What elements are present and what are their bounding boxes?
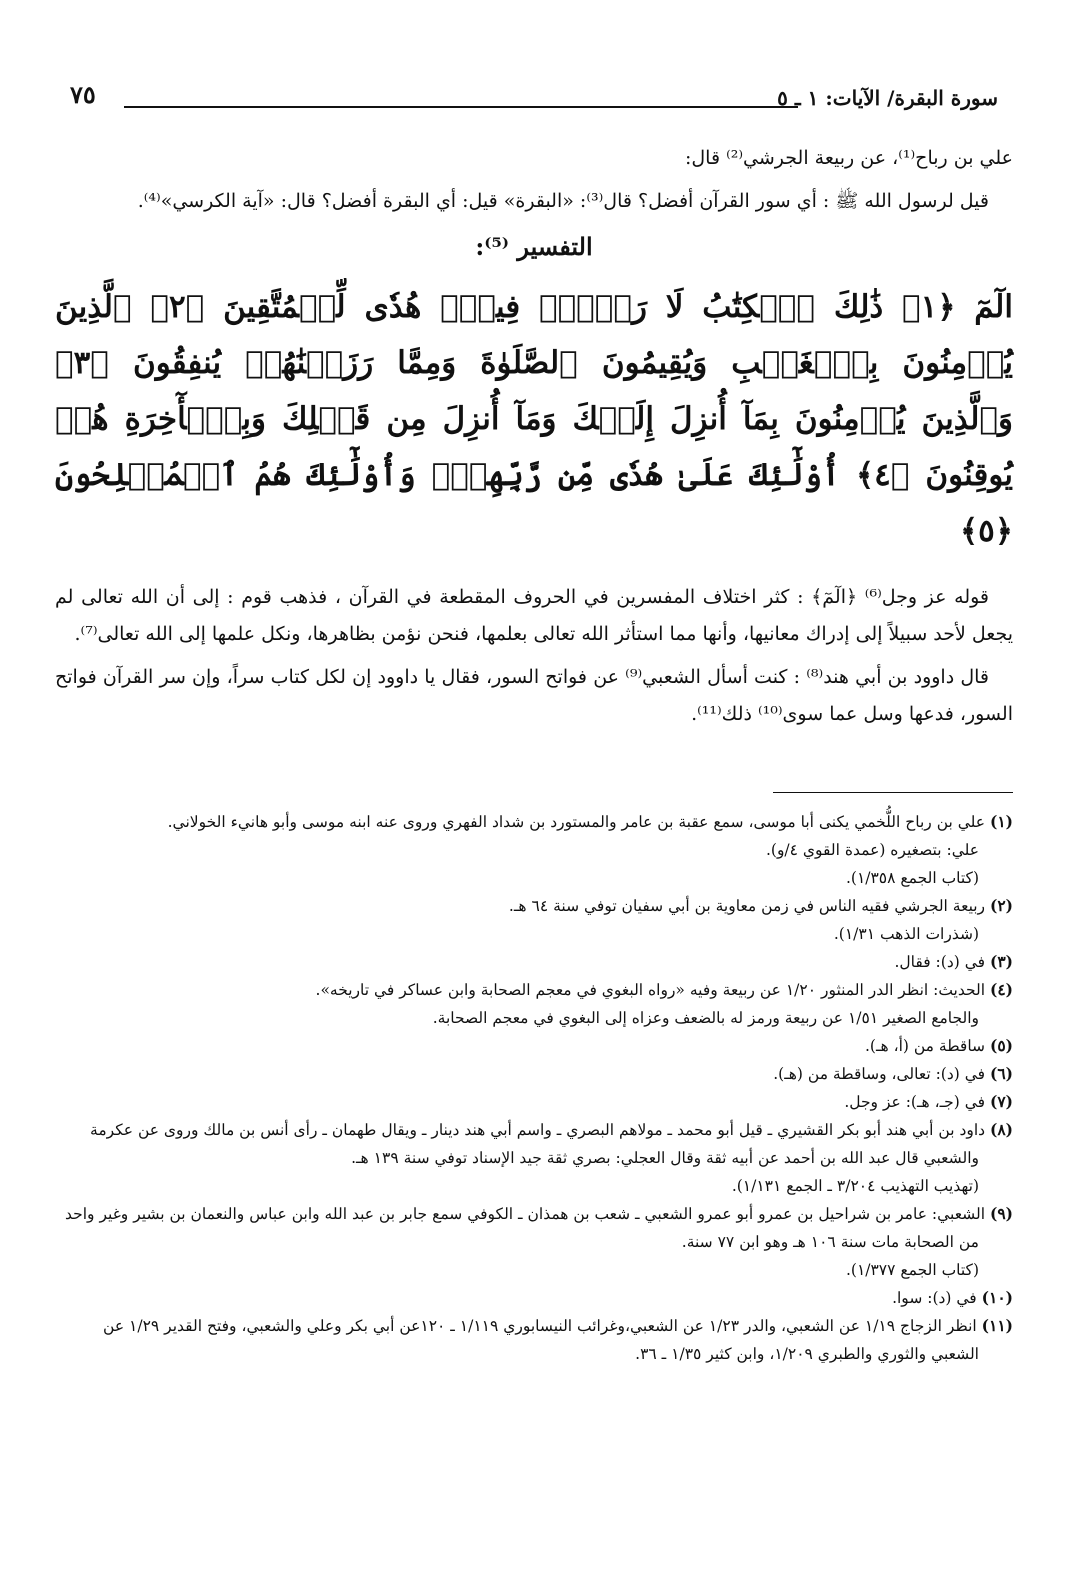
footnote-number: (٧) — [989, 1092, 1013, 1111]
footnote-number: (١٠) — [981, 1288, 1013, 1307]
header-rule — [124, 106, 798, 108]
footnote-5 — [55, 1032, 1013, 1060]
footnote-number: (٢) — [989, 896, 1013, 915]
footnote-7 — [55, 1088, 1013, 1116]
footnote-1-cont: علي: بتصغيره (عمدة القوي ٤/و). — [765, 841, 979, 859]
footnote-9 — [55, 1200, 1013, 1256]
footnote-number: (٤) — [989, 980, 1013, 999]
footnote-number: (٥) — [989, 1036, 1013, 1055]
footnote-text: داود بن أبي هند أبو بكر القشيري ـ قيل أبو محمد ـ مولاهم البصري ـ واسم أبي هند دينار ـ ويقال طهمان ـ رأى أنس بن مالك وروى عن عكرمة والشعبي قال عبد الله بن أحمد عن أبيه ثقة وقال العجلي: بصري ثقة جيد الإسناد توفي سنة ١٣٩ هـ. — [90, 1121, 986, 1167]
footnote-2-source: (شذرات الذهب ١/٣١). — [833, 925, 979, 943]
footnote-4-cont: والجامع الصغير ١/٥١ عن ربيعة ورمز له بالضعف وعزاه إلى البغوي في معجم الصحابة. — [432, 1009, 979, 1027]
running-title: سورة البقرة/ الآيات: ١ ـ ٥ — [771, 86, 998, 110]
footnote-text: في (د): فقال. — [894, 953, 986, 971]
footnote-text: في (د): تعالى، وساقطة من (هـ). — [773, 1065, 986, 1083]
intro-line-1: علي بن رباح⁽¹⁾، عن ربيعة الجرشي⁽²⁾ قال: — [684, 147, 1013, 169]
footnote-text: ربيعة الجرشي فقيه الناس في زمن معاوية بن أبي سفيان توفي سنة ٦٤ هـ. — [508, 897, 986, 915]
footnote-1-source: (كتاب الجمع ١/٣٥٨). — [845, 869, 979, 887]
footnote-3 — [55, 948, 1013, 976]
footnote-text: في (د): سوا. — [892, 1289, 977, 1307]
footnote-number: (٦) — [989, 1064, 1013, 1083]
footnote-text: الحديث: انظر الدر المنثور ١/٢٠ عن ربيعة وفيه «رواه البغوي في معجم الصحابة وابن عساكر في تاريخه». — [315, 981, 986, 999]
footnote-number: (١) — [989, 812, 1013, 831]
intro-line-2: قيل لرسول الله ﷺ : أي سور القرآن أفضل؟ قال⁽³⁾: «البقرة» قيل: أي البقرة أفضل؟ قال: «آية الكرسي»⁽⁴⁾. — [137, 190, 989, 212]
commentary-paragraph-1: قوله عز وجل⁽⁶⁾ ﴿الٓمٓ﴾ : كثر اختلاف المفسرين في الحروف المقطعة في القرآن ، فذهب قوم : إلى أن الله تعالى لم يجعل لأحد سبيلاً إلى إدراك معانيها، وأنها مما استأثر الله تعالى بعلمها، فنحن نؤمن بظاهرها، ونكل علمها إلى الله تعالى⁽⁷⁾. — [55, 586, 1013, 645]
quran-verses: الٓمٓ ﴿١﴾ ذَٰلِكَ ٱلۡكِتَٰبُ لَا رَيۡبَۛ فِيهِۛ هُدٗى لِّلۡمُتَّقِينَ ﴿٢﴾ ٱلَّذِينَ يُؤۡمِنُونَ بِٱلۡغَيۡبِ وَيُقِيمُونَ ٱلصَّلَوٰةَ وَمِمَّا رَزَقۡنَٰهُمۡ يُنفِقُونَ ﴿٣﴾ وَٱلَّذِينَ يُؤۡمِنُونَ بِمَآ أُنزِلَ إِلَيۡكَ وَمَآ أُنزِلَ مِن قَبۡلِكَ وَبِٱلۡأٓخِرَةِ هُمۡ يُوقِنُونَ ﴿٤﴾ أُوْلَٰٓئِكَ عَلَىٰ هُدٗى مِّن رَّبِّهِمۡۖ وَأُوْلَٰٓئِكَ هُمُ ٱلۡمُفۡلِحُونَ ﴿٥﴾ — [55, 289, 1013, 549]
main-text — [55, 140, 1013, 739]
footnote-4 — [55, 976, 1013, 1004]
footnote-text: ساقطة من (أ، هـ). — [864, 1037, 986, 1055]
footnote-11 — [55, 1312, 1013, 1368]
footnote-8 — [55, 1116, 1013, 1172]
footnote-number: (٣) — [989, 952, 1013, 971]
footnote-text: انظر الزجاج ١/١٩ عن الشعبي، والدر ١/٢٣ عن الشعبي،وغرائب النيسابوري ١/١١٩ ـ ١٢٠عن أبي بكر وعلي والشعبي، وفتح القدير ١/٢٩ عن الشعبي والثوري والطبري ١/٢٠٩، وابن كثير ١/٣٥ ـ ٣٦. — [103, 1317, 979, 1363]
footnotes — [55, 808, 1013, 1368]
footnote-text: في (جـ، هـ): عز وجل. — [844, 1093, 986, 1111]
commentary-paragraph-2: قال داوود بن أبي هند⁽⁸⁾ : كنت أسأل الشعبي⁽⁹⁾ عن فواتح السور، فقال يا داوود إن لكل كتاب سراً، وإن سر القرآن فواتح السور، فدعها وسل عما سوى⁽¹⁰⁾ ذلك⁽¹¹⁾. — [55, 666, 1013, 725]
footnote-number: (١١) — [981, 1316, 1013, 1335]
footnote-number: (٩) — [989, 1204, 1013, 1223]
footnote-8-source: (تهذيب التهذيب ٣/٢٠٤ ـ الجمع ١/١٣١). — [731, 1177, 979, 1195]
section-title: التفسير ⁽⁵⁾: — [475, 232, 593, 261]
footnote-10 — [55, 1284, 1013, 1312]
footnote-number: (٨) — [989, 1120, 1013, 1139]
footnote-text: علي بن رباح اللُّخمي يكنى أبا موسى، سمع عقبة بن عامر والمستورد بن شداد الفهري وروى عنه ابنه موسى وأبو هانيء الخولاني. — [167, 813, 986, 831]
footnote-6 — [55, 1060, 1013, 1088]
footnote-separator — [773, 792, 1013, 793]
footnote-9-source: (كتاب الجمع ١/٣٧٧). — [845, 1261, 979, 1279]
page-number: ٧٥ — [70, 80, 96, 109]
footnote-2 — [55, 892, 1013, 920]
footnote-1 — [55, 808, 1013, 836]
footnote-text: الشعبي: عامر بن شراحيل بن عمرو أبو عمرو الشعبي ـ شعب بن همذان ـ الكوفي سمع جابر بن عبد الله وابن عباس والنعمان بن بشير وغير واحد من الصحابة مات سنة ١٠٦ هـ وهو ابن ٧٧ سنة. — [65, 1205, 986, 1251]
page-header — [70, 80, 998, 120]
